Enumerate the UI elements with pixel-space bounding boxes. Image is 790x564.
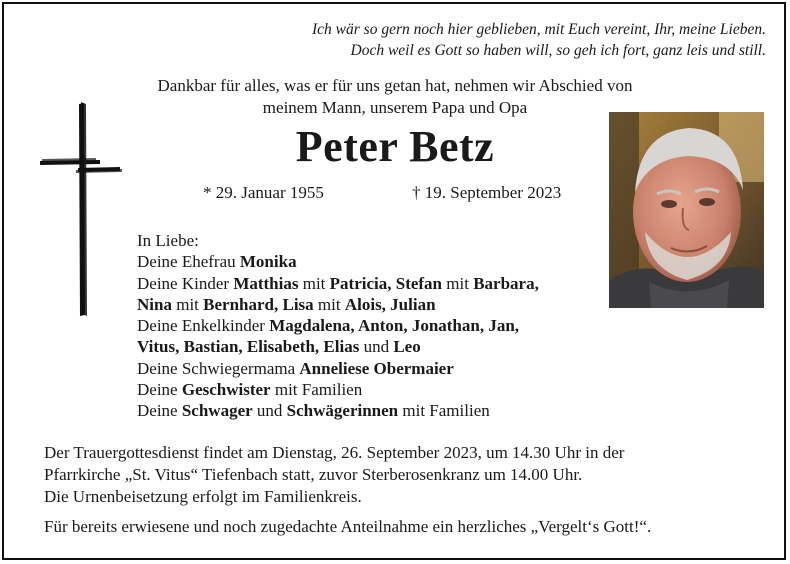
poem (166, 19, 766, 61)
family-line-spouse: Deine Ehefrau Monika (137, 252, 297, 272)
poem-line: Ich wär so gern noch hier geblieben, mit Euch vereint, Ihr, meine Lieben. (312, 21, 766, 38)
family-list (137, 230, 539, 422)
service-line: Die Urnenbeisetzung erfolgt im Familienkreis. (44, 487, 362, 506)
portrait-photo (609, 112, 764, 308)
family-line-in-laws: Deine Schwager und Schwägerinnen mit Familien (137, 401, 490, 421)
intro-line: meinem Mann, unserem Papa und Opa (262, 98, 528, 117)
family-line-grandchildren: Deine Enkelkinder Magdalena, Anton, Jonathan, Jan, (137, 316, 520, 336)
family-line-children: Deine Kinder Matthias mit Patricia, Stefan mit Barbara, (137, 273, 539, 293)
service-line: Der Trauergottesdienst findet am Dienstag, 26. September 2023, um 14.30 Uhr in der (44, 443, 625, 462)
poem-line: Doch weil es Gott so haben will, so geh ich fort, ganz leis und still. (350, 42, 766, 59)
birth-date: * 29. Januar 1955 (203, 183, 324, 202)
thanks-text: Für bereits erwiesene und noch zugedachte Anteilnahme ein herzliches „Vergelt‘s Gott!“. (44, 517, 652, 536)
service-info (44, 442, 624, 508)
service-line: Pfarrkirche „St. Vitus“ Tiefenbach statt, zuvor Sterberosenkranz um 14.00 Uhr. (44, 465, 583, 484)
family-line-children-cont: Nina mit Bernhard, Lisa mit Alois, Julian (137, 294, 436, 314)
deceased-name: Peter Betz (295, 122, 495, 171)
family-line-siblings: Deine Geschwister mit Familien (137, 380, 363, 400)
death-date: † 19. September 2023 (412, 183, 562, 202)
cross-icon (38, 100, 124, 320)
family-line-grandchildren-cont: Vitus, Bastian, Elisabeth, Elias und Leo (137, 337, 421, 357)
family-heading: In Liebe: (137, 231, 199, 250)
family-line-mother-in-law: Deine Schwiegermama Anneliese Obermaier (137, 358, 454, 378)
intro-line: Dankbar für alles, was er für uns getan hat, nehmen wir Abschied von (157, 76, 633, 95)
